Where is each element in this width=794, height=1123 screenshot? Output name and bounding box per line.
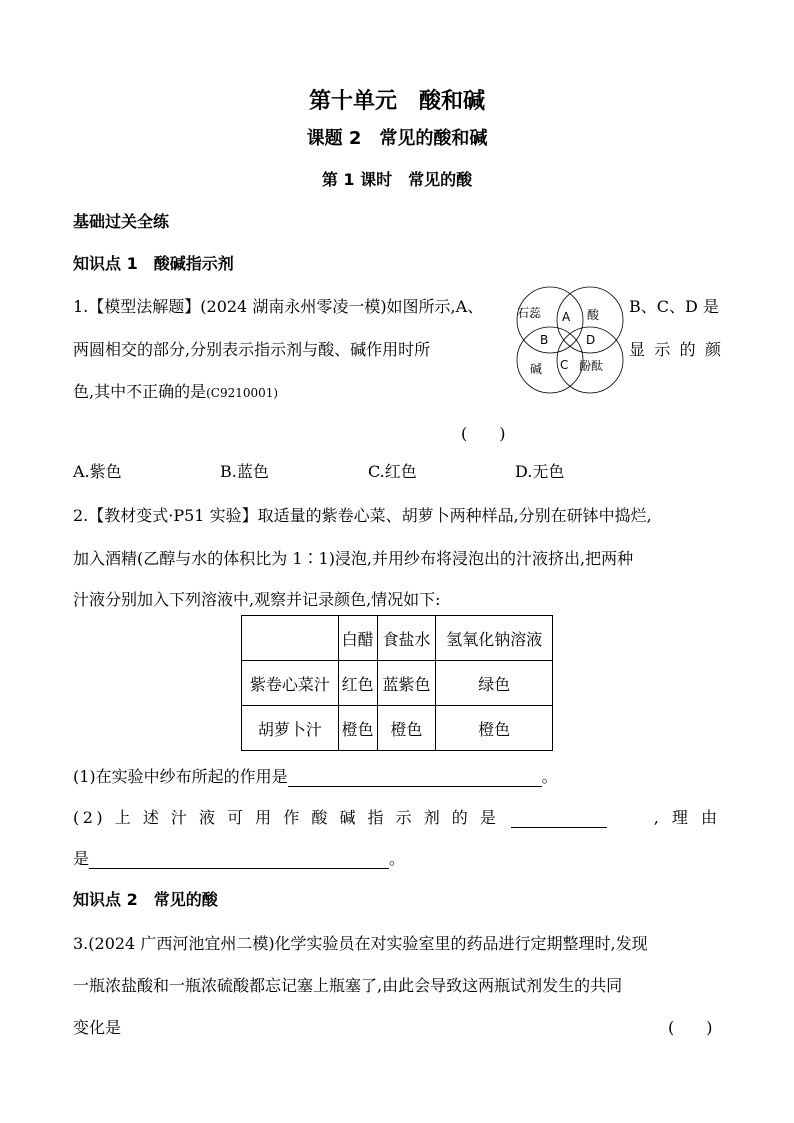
table-header-row [242,616,553,661]
q2-sub2-mid: , 理 由 [653,808,721,827]
period-title: 第 1 课时 常见的酸 [321,170,473,189]
q1-option-a: A.紫色 [73,462,122,481]
table-cell: 绿色 [436,661,553,706]
venn-label-acid: 酸 [587,308,600,322]
venn-label-d: D [586,333,596,347]
knowledge-point-2-title: 知识点 2 常见的酸 [73,890,218,909]
q2-sub1-prompt: (1)在实验中纱布所起的作用是 [73,767,288,786]
table-cell: 橙色 [377,706,436,751]
q2-line2: 加入酒精(乙醇与水的体积比为 1∶1)浸泡,并用纱布将浸泡出的汁液挤出,把两种 [73,549,634,568]
q1-line3 [73,379,278,402]
table-cell: 红色 [338,661,377,706]
q2-sub1 [73,764,558,787]
table-cell: 蓝紫色 [377,661,436,706]
venn-label-b: B [540,333,549,347]
color-results-table [241,615,553,751]
q1-line3-text: 色,其中不正确的是 [73,382,207,401]
lesson-title: 课题 2 常见的酸和碱 [306,128,488,149]
q2-line1: 2.【教材变式·P51 实验】取适量的紫卷心菜、胡萝卜两种样品,分别在研钵中捣烂, [73,506,652,525]
q3-line3: 变化是 [73,1018,122,1037]
venn-label-base: 碱 [530,362,543,376]
venn-label-phenol: 酚酞 [579,359,604,373]
q1-code: (C9210001) [206,386,279,400]
q2-sub2-line2-prompt: 是 [73,849,90,868]
table-header-cell [242,616,339,661]
table-header-cell: 氢氧化钠溶液 [436,616,553,661]
venn-circle-litmus-acid [517,287,583,353]
q1-option-c: C.红色 [368,462,417,481]
table-cell: 紫卷心菜汁 [242,661,339,706]
q2-sub2-line1 [73,805,721,828]
table-cell: 橙色 [338,706,377,751]
unit-title: 第十单元 酸和碱 [308,89,485,114]
table-cell: 胡萝卜汁 [242,706,339,751]
q2-line3: 汁液分别加入下列溶液中,观察并记录颜色,情况如下: [73,590,441,609]
section-title: 基础过关全练 [73,212,170,231]
venn-label-litmus: 石蕊 [517,306,542,320]
venn-label-a: A [562,310,571,324]
q3-line1: 3.(2024 广西河池宜州二模)化学实验员在对实验室里的药品进行定期整理时,发现 [73,934,648,953]
q2-sub2-line2 [73,846,405,869]
q2-sub2-reason-blank[interactable] [89,850,389,869]
q1-answer-paren: ( ) [461,424,506,443]
q2-sub2-line2-suffix: 。 [389,849,406,868]
q1-option-d: D.无色 [515,462,565,481]
q2-sub1-suffix: 。 [541,767,558,786]
q3-answer-paren: ( ) [668,1018,713,1037]
q1-line1-right: B、C、D 是 [629,297,719,316]
table-cell: 橙色 [436,706,553,751]
q1-option-b: B.蓝色 [220,462,269,481]
q1-line2-left: 两圆相交的部分,分别表示指示剂与酸、碱作用时所 [73,340,431,359]
q1-line1-left: 1.【模型法解题】(2024 湖南永州零凌一模)如图所示,A、 [73,297,484,316]
q1-line2-right: 显 示 的 颜 [629,340,721,359]
q2-sub2-prompt: (2) 上 述 汁 液 可 用 作 酸 碱 指 示 剂 的 是 [73,808,500,827]
q2-sub2-indicator-blank[interactable] [511,809,607,828]
table-row [242,661,553,706]
q2-sub1-answer-blank[interactable] [288,768,542,787]
knowledge-point-1-title: 知识点 1 酸碱指示剂 [73,254,234,273]
table-row [242,706,553,751]
venn-label-c: C [560,358,569,372]
venn-circle-litmus-base [517,327,583,393]
venn-diagram [512,284,628,400]
q3-line2: 一瓶浓盐酸和一瓶浓硫酸都忘记塞上瓶塞了,由此会导致这两瓶试剂发生的共同 [73,976,623,995]
table-header-cell: 食盐水 [377,616,436,661]
table-header-cell: 白醋 [338,616,377,661]
